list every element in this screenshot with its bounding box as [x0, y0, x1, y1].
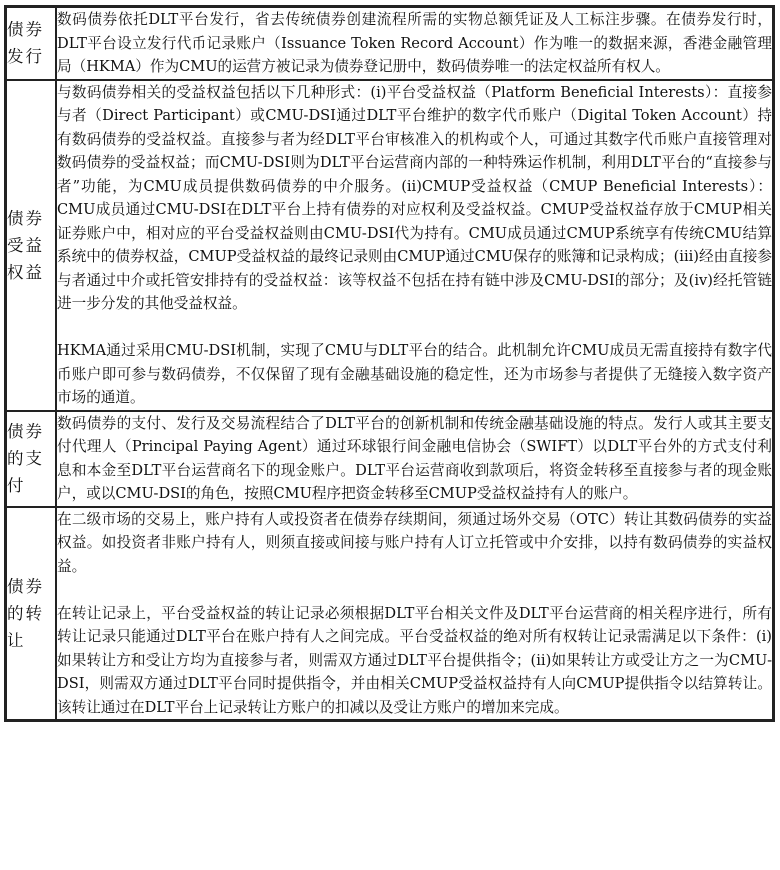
paragraph: 数码债券依托DLT平台发行，省去传统债券创建流程所需的实物总额凭证及人工标注步骤。在债券发行时，DLT平台设立发行代币记录账户（Issuance Token Record Account）作为唯一的数据来源，香港金融管理局（HKMA）作为CMU的运营方被记录为债券登记册中，数码债券唯一的法定权益所有权人。 [57, 11, 772, 75]
paragraph: 在二级市场的交易上，账户持有人或投资者在债券存续期间，须通过场外交易（OTC）转让其数码债券的实益权益。如投资者非账户持有人，则须直接或间接与账户持有人订立托管或中介安排，以持有数码债券的实益权益。 [57, 510, 772, 575]
row-label-payment: 债券的支付 [6, 411, 56, 507]
table-row-payment [6, 411, 773, 507]
row-label-issuance: 债券发行 [6, 7, 56, 80]
paragraph: 数码债券的支付、发行及交易流程结合了DLT平台的创新机制和传统金融基础设施的特点。发行人或其主要支付代理人（Principal Paying Agent）通过环球银行间金融电信协会（SWIFT）以DLT平台外的方式支付利息和本金至DLT平台运营商名下的现金账户。DLT平台运营商收到款项后，将资金转移至直接参与者的现金账户，或以CMU-DSI的角色，按照CMU程序把资金转移至CMUP受益权益持有人的账户。 [57, 414, 772, 502]
paragraph: HKMA通过采用CMU-DSI机制，实现了CMU与DLT平台的结合。此机制允许CMU成员无需直接持有数字代币账户即可参与数码债券，不仅保留了现有金融基础设施的稳定性，还为市场参与者提供了无缝接入数字资产市场的通道。 [57, 342, 772, 406]
row-content-issuance [56, 7, 773, 80]
row-label-transfer: 债券的转让 [6, 507, 56, 721]
table-row-beneficial-interests [6, 80, 773, 411]
row-content-transfer [56, 507, 773, 721]
table-row-transfer [6, 507, 773, 721]
row-content-payment [56, 411, 773, 507]
row-label-beneficial-interests: 债券受益权益 [6, 80, 56, 411]
row-content-beneficial-interests [56, 80, 773, 411]
paragraph: 与数码债券相关的受益权益包括以下几种形式：(i)平台受益权益（Platform Beneficial Interests）：直接参与者（Direct Participant）或CMU-DSI通过DLT平台维护的数字代币账户（Digital Token Account）持有数码债券的受益权益。直接参与者为经DLT平台审核准入的机构或个人，可通过其数字代币账户直接管理对数码债券的受益权益；而CMU-DSI则为DLT平台运营商内部的一种特殊运作机制，利用DLT平台的“直接参与者”功能，为CMU成员提供数码债券的中介服务。(ii)CMUP受益权益（CMUP Beneficial Interests）：CMU成员通过CMU-DSI在DLT平台上持有债券的对应权利及受益权益。CMUP受益权益存放于CMUP相关证券账户中，相对应的平台受益权益则由CMU-DSI代为持有。CMU成员通过CMUP系统享有传统CMU结算系统中的债券权益，CMUP受益权益的最终记录则由CMUP通过CMU保存的账簿和记录构成；(iii)经由直接参与者通过中介或托管安排持有的受益权益：该等权益不包括在持有链中涉及CMU-DSI的部分；及(iv)经托管链进一步分发的其他受益权益。 [57, 83, 772, 312]
bond-info-table [4, 5, 775, 722]
paragraph: 在转让记录上，平台受益权益的转让记录必须根据DLT平台相关文件及DLT平台运营商的相关程序进行，所有转让记录只能通过DLT平台在账户持有人之间完成。平台受益权益的绝对所有权转让记录需满足以下条件：(i)如果转让方和受让方均为直接参与者，则需双方通过DLT平台提供指令；(ii)如果转让方或受让方之一为CMU-DSI，则需双方通过DLT平台同时提供指令，并由相关CMUP受益权益持有人向CMUP提供指令以结算转让。该转让通过在DLT平台上记录转让方账户的扣减以及受让方账户的增加来完成。 [57, 604, 772, 716]
table-row-issuance [6, 7, 773, 80]
